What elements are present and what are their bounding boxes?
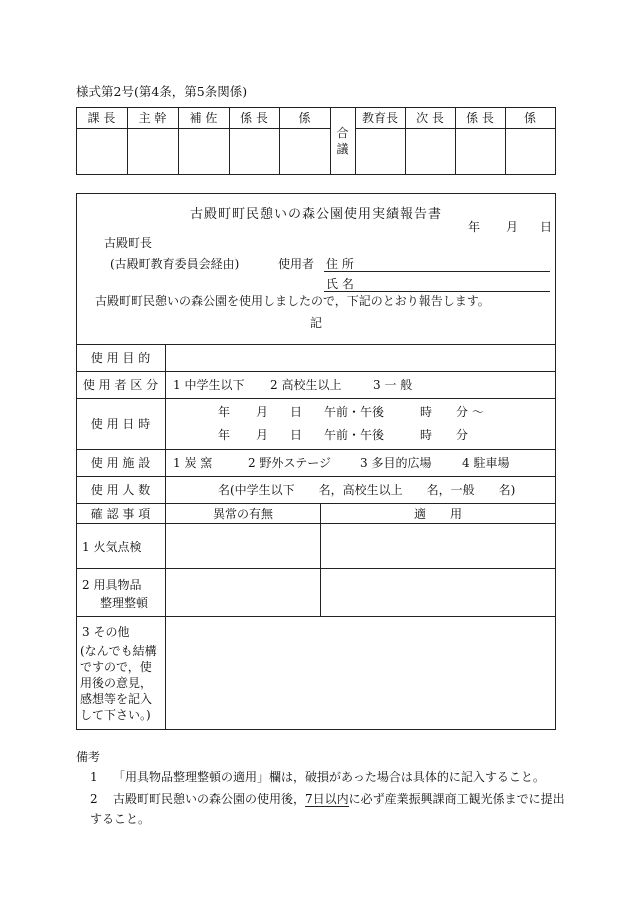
note-1-number: 1: [90, 770, 98, 784]
form-id: 様式第2号(第4条，第5条関係): [76, 84, 248, 99]
address-label: 住 所: [326, 257, 354, 271]
address-field[interactable]: [324, 271, 550, 272]
consult-label: 合 議: [336, 126, 349, 156]
approval-header-kakari-2: 係: [523, 111, 536, 125]
approval-header-hosa: 補 佐: [189, 111, 218, 125]
item-tools-label-line1: 2 用具物品: [82, 578, 142, 592]
facility-option-charcoal-kiln[interactable]: 1 炭 窯: [173, 456, 213, 470]
purpose-label: 使 用 目 的: [90, 351, 151, 365]
note-2-deadline: 7日以内: [305, 792, 349, 806]
check-items-label: 確 認 事 項: [90, 506, 151, 521]
abnormal-header: 異常の有無: [212, 506, 273, 521]
report-title: 古殿町町民憩いの森公園使用実績報告書: [189, 207, 442, 222]
name-label: 氏 名: [326, 277, 354, 291]
note-2-continued: すること。: [90, 812, 151, 826]
category-option-senior[interactable]: 2 高校生以上: [270, 378, 342, 392]
category-option-junior[interactable]: 1 中学生以下: [173, 378, 245, 392]
user-category-label: 使 用 者 区 分: [82, 378, 159, 392]
facility-label: 使 用 施 設: [90, 456, 151, 470]
item-tools-label-line2: 整理整頓: [100, 596, 149, 610]
headcount-field[interactable]: 名(中学生以下 名，高校生以上 名，一般 名): [218, 483, 516, 497]
approval-header-kakari: 係: [298, 111, 311, 125]
ki-label: 記: [309, 316, 322, 330]
item-tools-abnormal[interactable]: [166, 569, 320, 616]
item-fire-check-applied[interactable]: [321, 524, 555, 568]
approval-header-shukan: 主 幹: [138, 111, 167, 125]
item-other-note: (なんでも結構ですので，使用後の意見，感想等を記入して下さい。): [80, 644, 157, 722]
note-2-number: 2: [90, 792, 98, 806]
purpose-field[interactable]: [166, 345, 555, 371]
headcount-label: 使 用 人 数: [90, 483, 151, 497]
item-fire-check-label: 1 火気点検: [82, 540, 142, 554]
approval-header-kakaricho-2: 係 長: [466, 111, 494, 125]
facility-option-parking[interactable]: 4 駐車場: [462, 456, 510, 470]
item-tools-applied[interactable]: [321, 569, 555, 616]
item-other-label: 3 その他: [82, 625, 130, 639]
via-board-of-education: (古殿町教育委員会経由): [110, 257, 240, 271]
notes-title: 備考: [76, 750, 101, 764]
approval-header-kakaricho: 係 長: [240, 111, 268, 125]
approval-header-kyoikucho: 教育長: [361, 111, 398, 125]
note-2: 古殿町町民憩いの森公園の使用後，7日以内に必ず産業振興課商工観光係までに提出: [113, 792, 565, 806]
facility-option-outdoor-stage[interactable]: 2 野外ステージ: [248, 456, 331, 470]
report-statement: 古殿町町民憩いの森公園を使用しましたので，下記のとおり報告します。: [95, 294, 490, 308]
item-fire-check-abnormal[interactable]: [166, 524, 320, 568]
date-day-label: 日: [540, 220, 553, 234]
addressee: 古殿町長: [104, 236, 153, 250]
note-1: 「用具物品整理整頓の適用」欄は，破損があった場合は具体的に記入すること。: [113, 770, 545, 784]
name-field[interactable]: [324, 291, 550, 292]
item-other-comments[interactable]: [166, 617, 555, 729]
user-label: 使用者: [278, 257, 315, 271]
facility-option-multipurpose-field[interactable]: 3 多目的広場: [360, 456, 432, 470]
date-year-label: 年: [468, 220, 481, 234]
approval-header-kacho: 課 長: [87, 111, 116, 125]
category-option-general[interactable]: 3 一 般: [373, 378, 413, 392]
applied-header: 適 用: [413, 506, 462, 521]
date-month-label: 月: [506, 220, 519, 234]
approval-header-jicho: 次 長: [416, 111, 444, 125]
datetime-label: 使 用 日 時: [90, 417, 151, 431]
